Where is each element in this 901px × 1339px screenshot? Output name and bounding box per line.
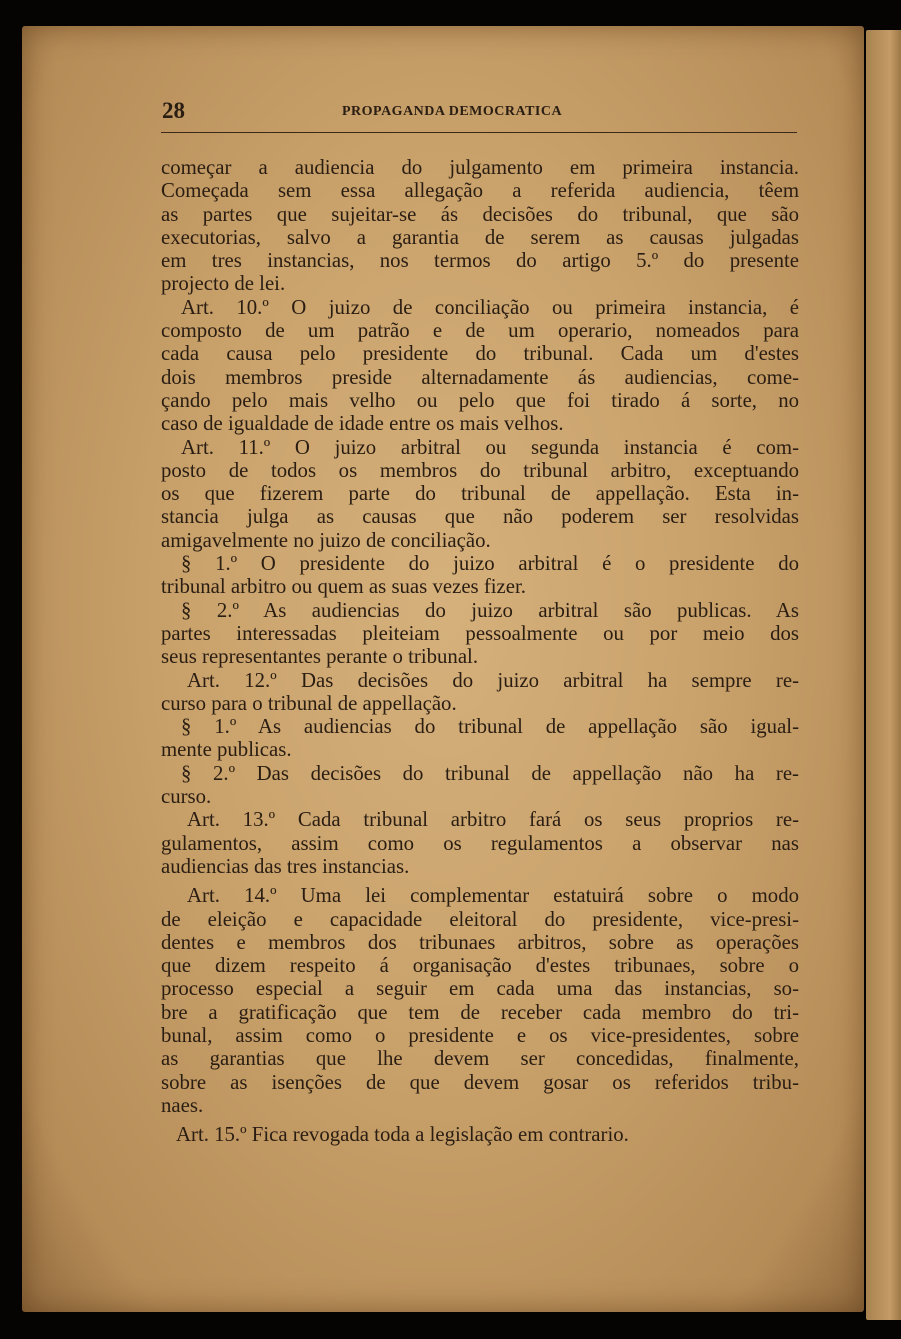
text-line: gulamentos, assim como os regulamentos a observar nas	[161, 831, 799, 855]
text-line: Art. 15.º Fica revogada toda a legislação em contrario.	[176, 1123, 629, 1147]
text-line: mente publicas.	[161, 738, 292, 762]
text-line: caso de igualdade de idade entre os mais velhos.	[161, 412, 564, 436]
text-line: § 2.º As audiencias do juizo arbitral são publicas. As	[181, 598, 799, 622]
text-line: bunal, assim como o presidente e os vice-presidentes, sobre	[161, 1023, 799, 1047]
text-line: amigavelmente no juizo de conciliação.	[161, 528, 491, 552]
text-line: que dizem respeito á organisação d'estes tribunaes, sobre o	[161, 954, 799, 978]
text-line: § 1.º As audiencias do tribunal de appellação são igual-	[181, 715, 799, 739]
text-line: começar a audiencia do julgamento em primeira instancia.	[161, 156, 799, 179]
header-rule	[161, 132, 797, 133]
running-head: PROPAGANDA DEMOCRATICA	[342, 104, 563, 119]
text-line: çando pelo mais velho ou pelo que foi tirado á sorte, no	[161, 388, 799, 412]
text-line: curso para o tribunal de appellação.	[161, 691, 457, 715]
text-line: as partes que sujeitar-se ás decisões do tribunal, que são	[161, 202, 799, 226]
text-line: dentes e membros dos tribunaes arbitros, sobre as operações	[161, 930, 799, 954]
text-line: Art. 13.º Cada tribunal arbitro fará os seus proprios re-	[187, 808, 799, 832]
body-text	[161, 156, 799, 1146]
adjacent-page-edge	[866, 30, 901, 1320]
text-line: dois membros preside alternadamente ás audiencias, come-	[161, 365, 799, 389]
text-line: Art. 12.º Das decisões do juizo arbitral ha sempre re-	[187, 668, 799, 692]
page-number: 28	[162, 98, 185, 123]
text-line: naes.	[161, 1093, 204, 1117]
text-line: os que fizerem parte do tribunal de appellação. Esta in-	[161, 482, 799, 506]
text-line: Art. 14.º Uma lei complementar estatuirá sobre o modo	[187, 884, 799, 908]
text-line: as garantias que lhe devem ser concedidas, finalmente,	[161, 1047, 799, 1071]
text-line: cada causa pelo presidente do tribunal. Cada um d'estes	[161, 342, 799, 366]
text-line: posto de todos os membros do tribunal arbitro, exceptuando	[161, 458, 799, 482]
text-line: sobre as isenções de que devem gosar os referidos tribu-	[161, 1070, 799, 1094]
text-line: tribunal arbitro ou quem as suas vezes fizer.	[161, 575, 526, 599]
text-line: Art. 10.º O juizo de conciliação ou primeira instancia, é	[181, 295, 799, 319]
book-page	[22, 26, 864, 1312]
text-line: § 2.º Das decisões do tribunal de appellação não ha re-	[181, 761, 799, 785]
text-line: em tres instancias, nos termos do artigo 5.º do presente	[161, 249, 799, 273]
text-line: audiencias das tres instancias.	[161, 854, 410, 878]
text-line: de eleição e capacidade eleitoral do presidente, vice-presi-	[161, 907, 799, 931]
text-line: partes interessadas pleiteiam pessoalmente ou por meio dos	[161, 621, 799, 645]
text-line: curso.	[161, 785, 212, 809]
text-line: processo especial a seguir em cada uma das instancias, so-	[161, 977, 799, 1001]
text-line: Art. 11.º O juizo arbitral ou segunda instancia é com-	[181, 435, 799, 459]
text-line: projecto de lei.	[161, 272, 286, 296]
text-line: seus representantes perante o tribunal.	[161, 645, 479, 669]
text-line: composto de um patrão e de um operario, nomeados para	[161, 319, 799, 343]
text-line: Começada sem essa allegação a referida audiencia, têem	[161, 179, 799, 203]
text-line: bre a gratificação que tem de receber cada membro do tri-	[161, 1000, 799, 1024]
text-line: executorias, salvo a garantia de serem as causas julgadas	[161, 225, 799, 249]
text-line: stancia julga as causas que não poderem ser resolvidas	[161, 505, 799, 529]
text-line: § 1.º O presidente do juizo arbitral é o presidente do	[181, 552, 799, 576]
